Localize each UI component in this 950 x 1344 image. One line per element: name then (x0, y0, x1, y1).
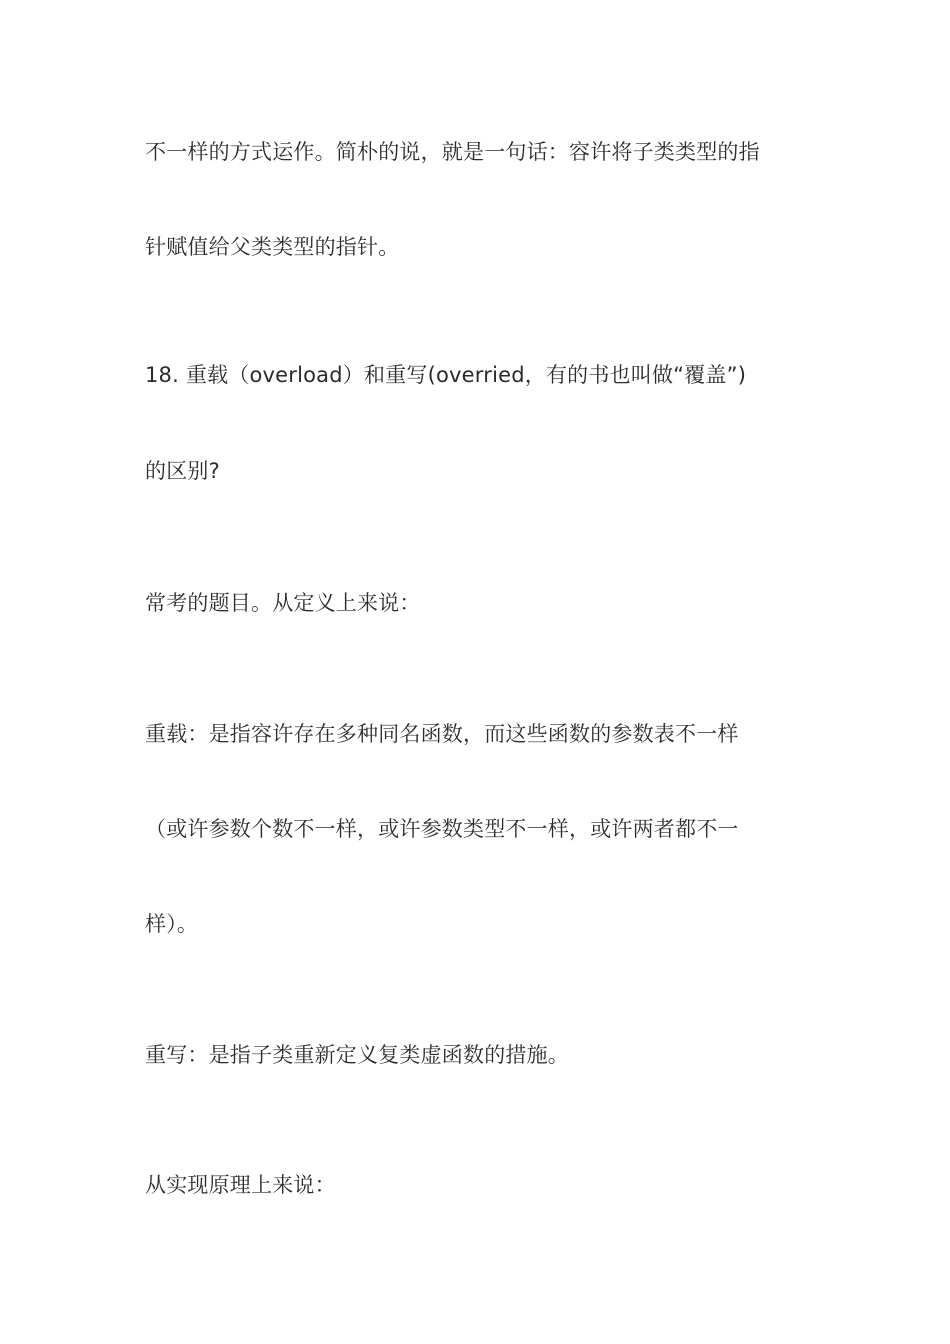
question-heading-line-2: 的区别? (145, 459, 220, 483)
text-line-2: 针赋值给父类类型的指针。 (145, 235, 400, 259)
text-line-overload-2: （或许参数个数不一样，或许参数类型不一样，或许两者都不一 (145, 817, 739, 841)
text-line-answer-intro: 常考的题目。从定义上来说： (145, 591, 421, 615)
text-line-override: 重写：是指子类重新定义复类虚函数的措施。 (145, 1043, 569, 1067)
text-line-overload-3: 样）。 (145, 912, 199, 936)
text-line-overload-1: 重载：是指容许存在多种同名函数，而这些函数的参数表不一样 (145, 722, 739, 746)
text-line-implementation-intro: 从实现原理上来说： (145, 1173, 336, 1197)
text-line-1: 不一样的方式运作。简朴的说，就是一句话：容许将子类类型的指 (145, 140, 760, 164)
question-heading-line-1: 18. 重载（overload）和重写(overried，有的书也叫做“覆盖”) (145, 363, 747, 387)
